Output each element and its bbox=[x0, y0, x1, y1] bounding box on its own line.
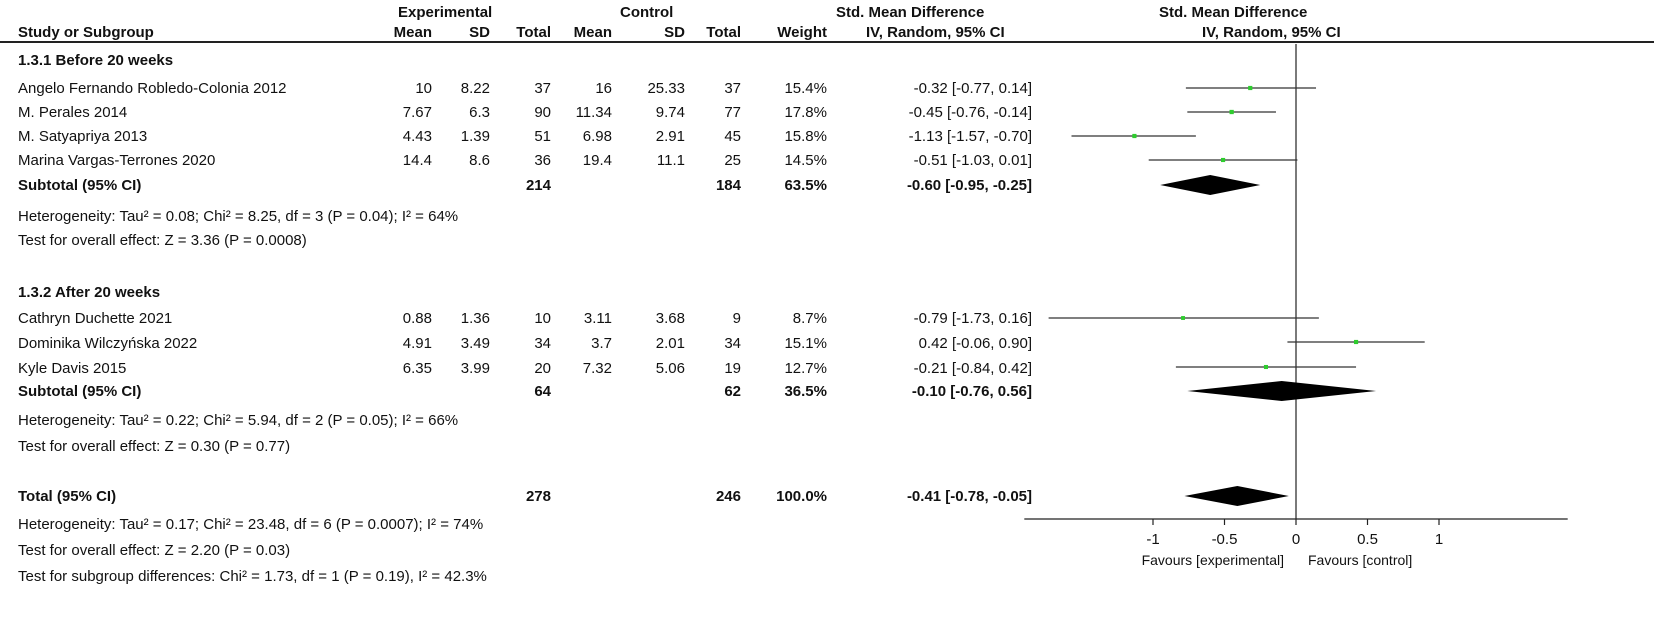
exp-total: 64 bbox=[534, 383, 551, 400]
exp-sd: 3.99 bbox=[460, 360, 490, 377]
exp-total: 36 bbox=[534, 152, 551, 169]
plot-marks bbox=[1049, 86, 1425, 506]
header-method-text: IV, Random, 95% CI bbox=[866, 24, 1005, 41]
ctrl-mean: 16 bbox=[595, 80, 612, 97]
exp-sd: 1.36 bbox=[460, 310, 490, 327]
effect-ci: 0.42 [-0.06, 0.90] bbox=[918, 335, 1032, 352]
exp-mean: 0.88 bbox=[402, 310, 432, 327]
ctrl-total: 9 bbox=[732, 310, 741, 327]
ctrl-total: 62 bbox=[724, 383, 741, 400]
effect-ci: -1.13 [-1.57, -0.70] bbox=[908, 128, 1032, 145]
exp-sd: 3.49 bbox=[460, 335, 490, 352]
plot-axis bbox=[1024, 44, 1567, 548]
exp-sd: 1.39 bbox=[460, 128, 490, 145]
point-estimate bbox=[1181, 316, 1185, 320]
weight: 8.7% bbox=[792, 310, 827, 327]
exp-total: 10 bbox=[534, 310, 551, 327]
weight: 15.4% bbox=[784, 80, 827, 97]
exp-mean: 10 bbox=[415, 80, 432, 97]
ctrl-sd: 25.33 bbox=[647, 80, 685, 97]
exp-total: 214 bbox=[525, 177, 551, 194]
header-smd-plot: Std. Mean Difference bbox=[1159, 4, 1308, 21]
exp-mean: 4.43 bbox=[402, 128, 432, 145]
weight: 15.8% bbox=[784, 128, 827, 145]
header-study: Study or Subgroup bbox=[18, 24, 154, 41]
total-label: Total (95% CI) bbox=[18, 488, 117, 505]
ctrl-total: 25 bbox=[724, 152, 741, 169]
ctrl-total: 246 bbox=[715, 488, 741, 505]
header-weight: Weight bbox=[777, 24, 827, 41]
point-estimate bbox=[1221, 158, 1225, 162]
ctrl-sd: 2.91 bbox=[655, 128, 685, 145]
header-method-plot: IV, Random, 95% CI bbox=[1202, 24, 1341, 41]
subgroup-differences-text: Test for subgroup differences: Chi² = 1.73, df = 1 (P = 0.19), I² = 42.3% bbox=[18, 568, 487, 585]
ctrl-mean: 11.34 bbox=[575, 104, 612, 121]
exp-total: 34 bbox=[534, 335, 551, 352]
ctrl-mean: 6.98 bbox=[582, 128, 612, 145]
point-estimate bbox=[1230, 110, 1234, 114]
exp-mean: 14.4 bbox=[402, 152, 432, 169]
weight: 14.5% bbox=[784, 152, 827, 169]
total-overall-effect-text: Test for overall effect: Z = 2.20 (P = 0.03) bbox=[18, 542, 291, 559]
effect-ci: -0.21 [-0.84, 0.42] bbox=[913, 360, 1032, 377]
point-estimate bbox=[1132, 134, 1136, 138]
x-tick-label: -0.5 bbox=[1211, 531, 1238, 548]
overall-effect-text: Test for overall effect: Z = 0.30 (P = 0.77) bbox=[18, 438, 291, 455]
header-smd-text: Std. Mean Difference bbox=[836, 4, 985, 21]
study-name: Angelo Fernando Robledo-Colonia 2012 bbox=[18, 80, 287, 97]
weight: 63.5% bbox=[784, 177, 827, 194]
effect-ci: -0.41 [-0.78, -0.05] bbox=[906, 488, 1032, 505]
ctrl-sd: 3.68 bbox=[655, 310, 685, 327]
study-name: M. Perales 2014 bbox=[18, 104, 128, 121]
point-estimate bbox=[1354, 340, 1358, 344]
header-total2: Total bbox=[706, 24, 741, 41]
exp-total: 278 bbox=[525, 488, 551, 505]
ctrl-total: 184 bbox=[715, 177, 741, 194]
ctrl-sd: 2.01 bbox=[655, 335, 685, 352]
effect-ci: -0.10 [-0.76, 0.56] bbox=[911, 383, 1032, 400]
exp-total: 51 bbox=[534, 128, 551, 145]
header-control: Control bbox=[620, 4, 674, 21]
subtotal-label: Subtotal (95% CI) bbox=[18, 177, 142, 194]
ctrl-mean: 3.7 bbox=[591, 335, 612, 352]
ctrl-sd: 9.74 bbox=[655, 104, 685, 121]
weight: 15.1% bbox=[784, 335, 827, 352]
favours-control-label: Favours [control] bbox=[1308, 552, 1413, 568]
point-estimate bbox=[1264, 365, 1268, 369]
x-tick-label: 0 bbox=[1291, 531, 1301, 548]
ctrl-sd: 11.1 bbox=[656, 152, 685, 169]
header-experimental: Experimental bbox=[398, 4, 493, 21]
exp-mean: 6.35 bbox=[402, 360, 432, 377]
study-name: Cathryn Duchette 2021 bbox=[18, 310, 173, 327]
exp-total: 37 bbox=[534, 80, 551, 97]
ctrl-mean: 3.11 bbox=[583, 310, 612, 327]
point-estimate bbox=[1248, 86, 1252, 90]
favours-experimental-label: Favours [experimental] bbox=[1141, 552, 1284, 568]
effect-ci: -0.79 [-1.73, 0.16] bbox=[913, 310, 1032, 327]
ctrl-total: 37 bbox=[724, 80, 741, 97]
header-mean2: Mean bbox=[573, 24, 612, 41]
ctrl-total: 19 bbox=[724, 360, 741, 377]
weight: 100.0% bbox=[776, 488, 827, 505]
pooled-diamond bbox=[1187, 381, 1376, 401]
x-tick-label: 0.5 bbox=[1357, 531, 1378, 548]
ctrl-mean: 7.32 bbox=[582, 360, 612, 377]
header-sd1: SD bbox=[469, 24, 490, 41]
group-label: 1.3.2 After 20 weeks bbox=[18, 284, 161, 301]
exp-sd: 6.3 bbox=[469, 104, 490, 121]
total-heterogeneity-text: Heterogeneity: Tau² = 0.17; Chi² = 23.48, df = 6 (P = 0.0007); I² = 74% bbox=[18, 516, 484, 533]
ctrl-total: 34 bbox=[724, 335, 741, 352]
effect-ci: -0.51 [-1.03, 0.01] bbox=[913, 152, 1032, 169]
x-tick-label: -1 bbox=[1146, 531, 1160, 548]
heterogeneity-text: Heterogeneity: Tau² = 0.08; Chi² = 8.25, df = 3 (P = 0.04); I² = 64% bbox=[18, 208, 459, 225]
effect-ci: -0.32 [-0.77, 0.14] bbox=[913, 80, 1032, 97]
study-name: Marina Vargas-Terrones 2020 bbox=[18, 152, 216, 169]
subtotal-label: Subtotal (95% CI) bbox=[18, 383, 142, 400]
exp-sd: 8.6 bbox=[469, 152, 490, 169]
weight: 36.5% bbox=[784, 383, 827, 400]
exp-mean: 7.67 bbox=[402, 104, 432, 121]
pooled-diamond bbox=[1184, 486, 1288, 506]
header-sd2: SD bbox=[664, 24, 685, 41]
x-tick-label: 1 bbox=[1434, 531, 1444, 548]
effect-ci: -0.45 [-0.76, -0.14] bbox=[908, 104, 1032, 121]
pooled-diamond bbox=[1160, 175, 1260, 195]
group-label: 1.3.1 Before 20 weeks bbox=[18, 52, 174, 69]
ctrl-mean: 19.4 bbox=[582, 152, 612, 169]
weight: 17.8% bbox=[784, 104, 827, 121]
ctrl-total: 45 bbox=[724, 128, 741, 145]
ctrl-total: 77 bbox=[724, 104, 741, 121]
study-name: Dominika Wilczyńska 2022 bbox=[18, 335, 198, 352]
overall-effect-text: Test for overall effect: Z = 3.36 (P = 0.0008) bbox=[18, 232, 307, 249]
weight: 12.7% bbox=[784, 360, 827, 377]
exp-total: 90 bbox=[534, 104, 551, 121]
heterogeneity-text: Heterogeneity: Tau² = 0.22; Chi² = 5.94, df = 2 (P = 0.05); I² = 66% bbox=[18, 412, 459, 429]
study-name: Kyle Davis 2015 bbox=[18, 360, 127, 377]
header-total1: Total bbox=[516, 24, 551, 41]
exp-sd: 8.22 bbox=[460, 80, 490, 97]
ctrl-sd: 5.06 bbox=[655, 360, 685, 377]
exp-mean: 4.91 bbox=[402, 335, 432, 352]
header-mean1: Mean bbox=[393, 24, 432, 41]
exp-total: 20 bbox=[534, 360, 551, 377]
study-name: M. Satyapriya 2013 bbox=[18, 128, 148, 145]
effect-ci: -0.60 [-0.95, -0.25] bbox=[906, 177, 1032, 194]
